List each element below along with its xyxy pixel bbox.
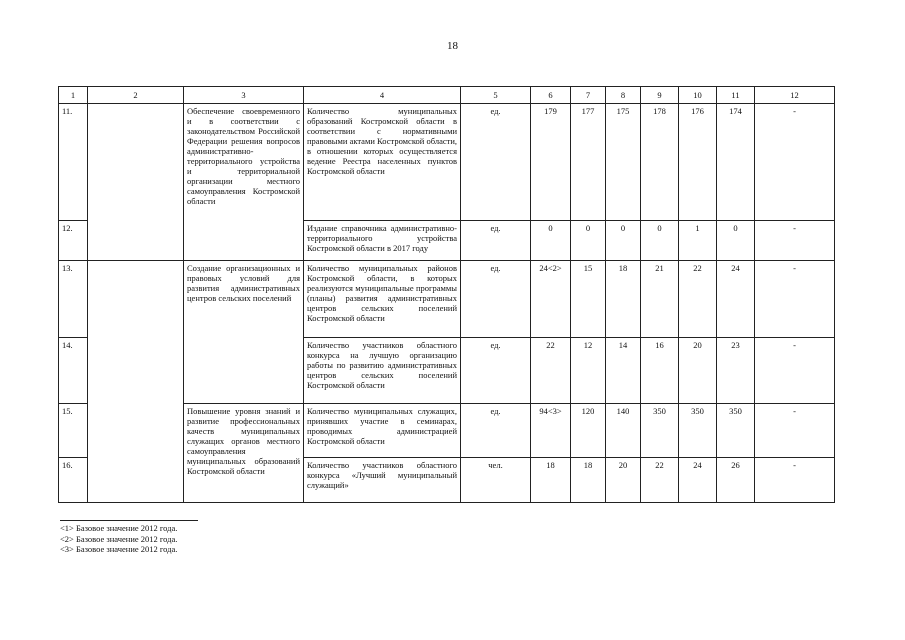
task-cell: Обеспечение своевременного и в соответствии с законодательством Российской Федерации решения вопросов административно-территориального устройства и территориальной организации местного самоуправления Костромской области [184, 104, 304, 261]
value-cell: 20 [679, 338, 717, 404]
value-cell: 24<2> [531, 261, 571, 338]
value-cell: 0 [641, 221, 679, 261]
value-cell: 176 [679, 104, 717, 221]
col-header: 10 [679, 87, 717, 104]
value-cell: - [755, 404, 835, 458]
value-cell: 12 [571, 338, 606, 404]
value-cell: 0 [571, 221, 606, 261]
col-header: 8 [606, 87, 641, 104]
table-row [59, 104, 835, 221]
value-cell: - [755, 338, 835, 404]
value-cell: 0 [606, 221, 641, 261]
value-cell: 0 [531, 221, 571, 261]
value-cell: 140 [606, 404, 641, 458]
task-cell: Повышение уровня знаний и развитие профессиональных качеств муниципальных служащих органов местного самоуправления муниципальных образований Костромской области [184, 404, 304, 503]
unit-cell: ед. [461, 221, 531, 261]
row-number: 12. [59, 221, 88, 261]
value-cell: - [755, 261, 835, 338]
indicator-cell: Количество муниципальных образований Костромской области в соответствии с нормативными правовыми актами Костромской области, в отношении которых осуществляется ведение Реестра населенных пунктов Костромской области [304, 104, 461, 221]
indicator-cell: Количество участников областного конкурса на лучшую организацию работы по развитию административных центров сельских поселений Костромской области [304, 338, 461, 404]
value-cell: 350 [679, 404, 717, 458]
value-cell: 21 [641, 261, 679, 338]
value-cell: 24 [717, 261, 755, 338]
value-cell: 179 [531, 104, 571, 221]
col-header: 1 [59, 87, 88, 104]
row-number: 11. [59, 104, 88, 221]
value-cell: 350 [717, 404, 755, 458]
value-cell: 24 [679, 458, 717, 503]
col-header: 5 [461, 87, 531, 104]
col-header: 6 [531, 87, 571, 104]
value-cell: 120 [571, 404, 606, 458]
value-cell: 26 [717, 458, 755, 503]
value-cell: 14 [606, 338, 641, 404]
table-row [59, 261, 835, 338]
value-cell: 18 [606, 261, 641, 338]
header-row [59, 87, 835, 104]
col-header: 7 [571, 87, 606, 104]
value-cell: 175 [606, 104, 641, 221]
col-header: 12 [755, 87, 835, 104]
indicator-cell: Количество участников областного конкурса «Лучший муниципальный служащий» [304, 458, 461, 503]
value-cell: - [755, 104, 835, 221]
value-cell: 23 [717, 338, 755, 404]
value-cell: 15 [571, 261, 606, 338]
col-header: 9 [641, 87, 679, 104]
value-cell: 22 [679, 261, 717, 338]
col-header: 11 [717, 87, 755, 104]
value-cell: 0 [717, 221, 755, 261]
value-cell: 18 [571, 458, 606, 503]
unit-cell: ед. [461, 261, 531, 338]
goal-cell [88, 104, 184, 261]
row-number: 15. [59, 404, 88, 458]
footnote-divider [60, 520, 198, 521]
unit-cell: чел. [461, 458, 531, 503]
value-cell: 20 [606, 458, 641, 503]
footnote: <3> Базовое значение 2012 года. [60, 544, 178, 554]
col-header: 4 [304, 87, 461, 104]
indicator-cell: Количество муниципальных районов Костромской области, в которых реализуются муниципальные программы (планы) развития административных центров сельских поселений Костромской области [304, 261, 461, 338]
value-cell: 174 [717, 104, 755, 221]
value-cell: 177 [571, 104, 606, 221]
value-cell: - [755, 458, 835, 503]
value-cell: - [755, 221, 835, 261]
task-cell: Создание организационных и правовых условий для развития административных центров сельских поселений [184, 261, 304, 404]
goal-cell [88, 261, 184, 503]
footnote: <2> Базовое значение 2012 года. [60, 533, 178, 544]
unit-cell: ед. [461, 404, 531, 458]
value-cell: 94<3> [531, 404, 571, 458]
col-header: 2 [88, 87, 184, 104]
indicator-cell: Издание справочника административно-территориального устройства Костромской области в 2017 году [304, 221, 461, 261]
value-cell: 350 [641, 404, 679, 458]
value-cell: 1 [679, 221, 717, 261]
row-number: 14. [59, 338, 88, 404]
indicators-table [58, 86, 835, 503]
value-cell: 178 [641, 104, 679, 221]
page-number: 18 [447, 40, 458, 52]
footnote: <1> Базовое значение 2012 года. [60, 523, 178, 533]
row-number: 13. [59, 261, 88, 338]
row-number: 16. [59, 458, 88, 503]
value-cell: 18 [531, 458, 571, 503]
value-cell: 22 [531, 338, 571, 404]
col-header: 3 [184, 87, 304, 104]
value-cell: 16 [641, 338, 679, 404]
value-cell: 22 [641, 458, 679, 503]
unit-cell: ед. [461, 338, 531, 404]
indicator-cell: Количество муниципальных служащих, принявших участие в семинарах, проводимых администрацией Костромской области [304, 404, 461, 458]
unit-cell: ед. [461, 104, 531, 221]
footnotes [60, 520, 198, 555]
